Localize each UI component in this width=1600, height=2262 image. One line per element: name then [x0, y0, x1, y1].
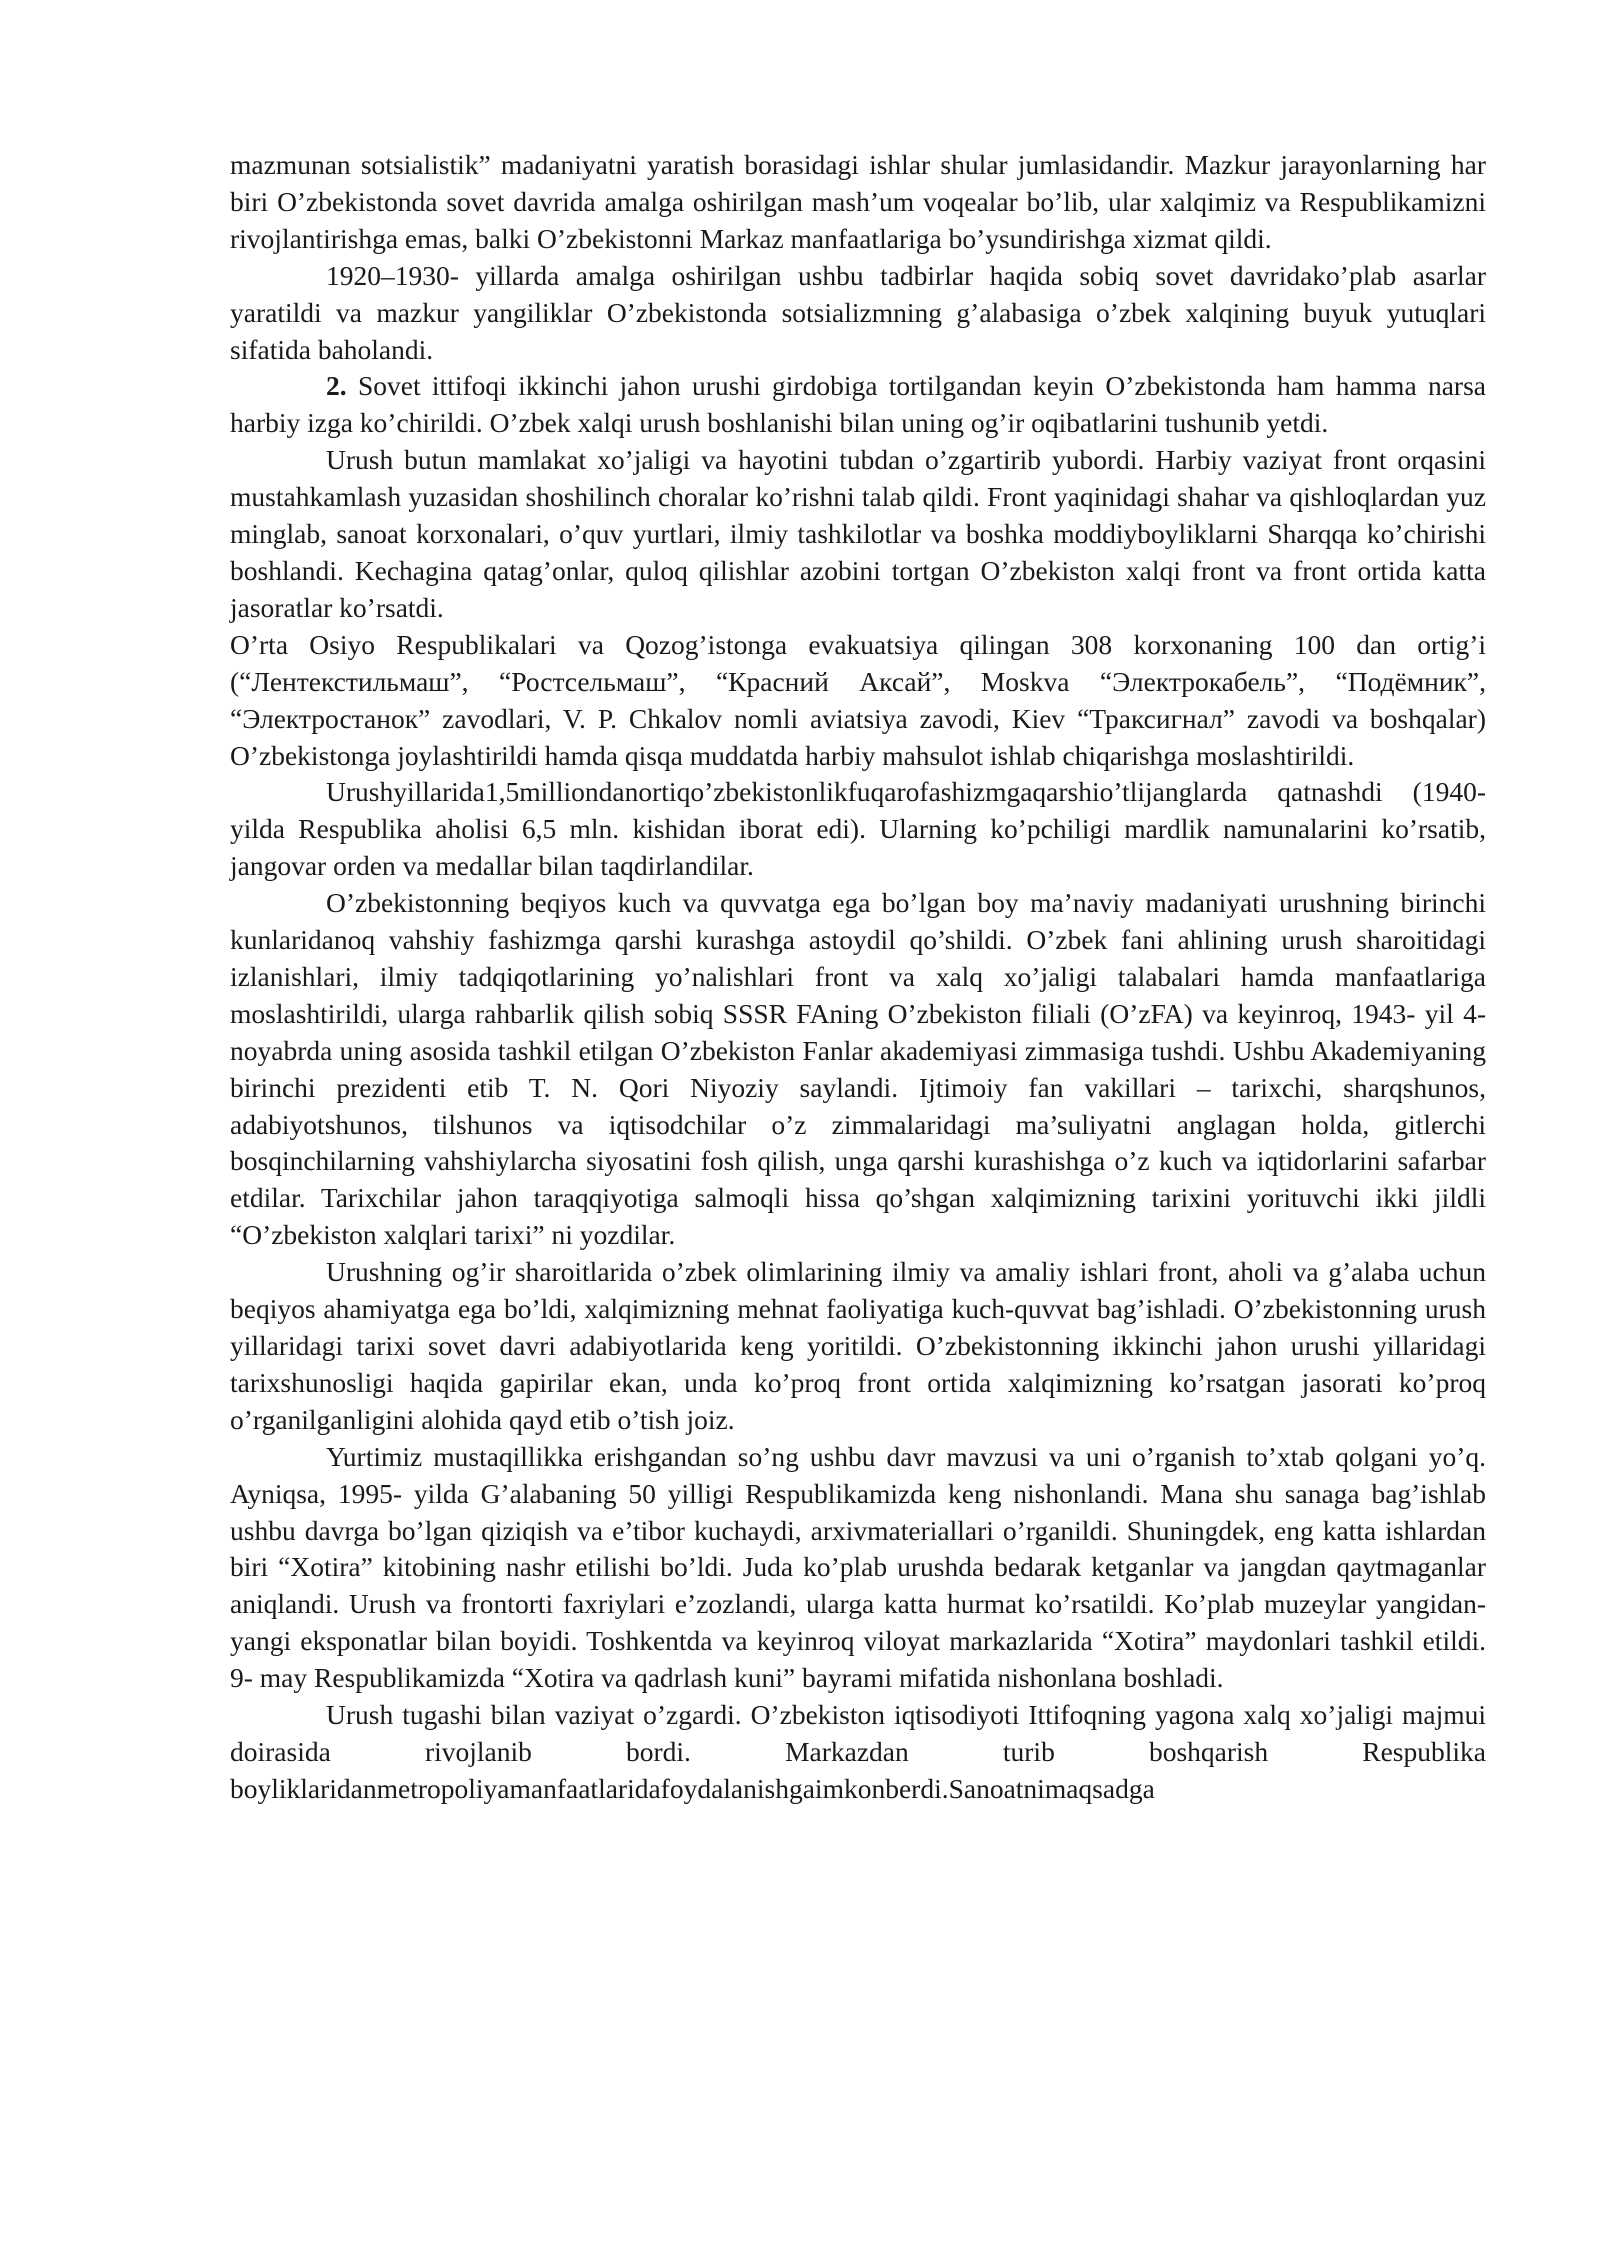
paragraph-8: Urushning og’ir sharoitlarida o’zbek olimlarining ilmiy va amaliy ishlari front, aholi va g’alaba uchun beqiyos ahamiyatga ega bo’ldi, xalqimizning mehnat faoliyatiga kuch-quvvat bag’ishladi. O’zbekistonning urush yillaridagi tarixi sovet davri adabiyotlarida keng yoritildi. O’zbekistonning ikkinchi jahon urushi yillaridagi tarixshunosligi haqida gapirilar ekan, unda ko’proq front ortida xalqimizning ko’rsatgan jasorati ko’proq o’rganilganligini alohida qayd etib o’tish joiz. [230, 1256, 1486, 1435]
paragraph-7: O’zbekistonning beqiyos kuch va quvvatga ega bo’lgan boy ma’naviy madaniyati urushning birinchi kunlaridanoq vahshiy fashizmga qarshi kurashga astoydil qo’shildi. O’zbek fani ahlining urush sharoitidagi izlanishlari, ilmiy tadqiqotlarining yo’nalishlari front va xalq xo’jaligi talabalari hamda manfaatlariga moslashtirildi, ularga rahbarlik qilish sobiq SSSR FAning O’zbekiston filiali (O’zFA) va keyinroq, 1943- yil 4- noyabrda uning asosida tashkil etilgan O’zbekiston Fanlar akademiyasi zimmasiga tushdi. Ushbu Akademiyaning birinchi prezidenti etib T. N. Qori Niyoziy saylandi. Ijtimoiy fan vakillari – tarixchi, sharqshunos, adabiyotshunos, tilshunos va iqtisodchilar o’z zimmalaridagi ma’suliyatni anglagan holda, gitlerchi bosqinchilarning vahshiylarcha siyosatini fosh qilish, unga qarshi kurashishga o’z kuch va iqtidorlarini safarbar etdilar. Tarixchilar jahon taraqqiyotiga salmoqli hissa qo’shgan xalqimizning tarixini yorituvchi ikki jildli “O’zbekiston xalqlari tarixi” ni yozdilar. [230, 887, 1486, 1251]
paragraph-6: Urushyillarida1,5milliondanortiqo’zbekistonlikfuqarofashizmgaqarshio’tlijanglarda qatnashdi (1940- yilda Respublika aholisi 6,5 mln. kishidan iborat edi). Ularning ko’pchiligi mardlik namunalarini ko’rsatib, jangovar orden va medallar bilan taqdirlandilar. [230, 776, 1486, 882]
paragraph-10: Urush tugashi bilan vaziyat o’zgardi. O’zbekiston iqtisodiyoti Ittifoqning yagona xalq xo’jaligi majmui doirasida rivojlanib bordi. Markazdan turib boshqarish Respublika boyliklaridanmetropoliyamanfaatlaridafoydalanishgaimkonberdi.Sanoatnimaqsadga [230, 1699, 1486, 1804]
paragraph-4: Urush butun mamlakat xo’jaligi va hayotini tubdan o’zgartirib yubordi. Harbiy vaziyat front orqasini mustahkamlash yuzasidan shoshilinch choralar ko’rishni talab qildi. Front yaqinidagi shahar va qishloqlardan yuz minglab, sanoat korxonalari, o’quv yurtlari, ilmiy tashkilotlar va boshka moddiyboyliklarni Sharqqa ko’chirishi boshlandi. Kechagina qatag’onlar, quloq qilishlar azobini tortgan O’zbekiston xalqi front va front ortida katta jasoratlar ko’rsatdi. [230, 444, 1486, 623]
paragraph-2: 1920–1930- yillarda amalga oshirilgan ushbu tadbirlar haqida sobiq sovet davridako’plab asarlar yaratildi va mazkur yangiliklar O’zbekistonda sotsializmning g’alabasiga o’zbek xalqining buyuk yutuqlari sifatida baholandi. [230, 259, 1486, 365]
paragraph-3-text: Sovet ittifoqi ikkinchi jahon urushi girdobiga tortilgandan keyin O’zbekistonda ham hamma narsa harbiy izga ko’chirildi. O’zbek xalqi urush boshlanishi bilan uning og’ir oqibatlarini tushunib yetdi. [230, 370, 1486, 439]
section-number: 2. [326, 370, 347, 402]
paragraph-5: O’rta Osiyo Respublikalari va Qozog’istonga evakuatsiya qilingan 308 korxonaning 100 dan ortig’i (“Лентекстильмаш”, “Ростсельмаш”, “Красний Аксай”, Moskva “Электрокабель”, “Подёмник”, “Электростанок” zavodlari, V. P. Chkalov nomli aviatsiya zavodi, Kiev “Траксигнал” zavodi va boshqalar) O’zbekistonga joylashtirildi hamda qisqa muddatda harbiy mahsulot ishlab chiqarishga moslashtirildi. [230, 628, 1486, 771]
paragraph-3 [230, 368, 1486, 442]
paragraph-1: mazmunan sotsialistik” madaniyatni yaratish borasidagi ishlar shular jumlasidandir. Mazkur jarayonlarning har biri O’zbekistonda sovet davrida amalga oshirilgan mash’um voqealar bo’lib, ular xalqimiz va Respublikamizni rivojlantirishga emas, balki O’zbekistonni Markaz manfaatlariga bo’ysundirishga xizmat qildi. [230, 149, 1486, 254]
document-page [230, 147, 1486, 1808]
paragraph-9: Yurtimiz mustaqillikka erishgandan so’ng ushbu davr mavzusi va uni o’rganish to’xtab qolgani yo’q. Ayniqsa, 1995- yilda G’alabaning 50 yilligi Respublikamizda keng nishonlandi. Mana shu sanaga bag’ishlab ushbu davrga bo’lgan qiziqish va e’tibor kuchaydi, arxivmateriallari o’rganildi. Shuningdek, eng katta ishlardan biri “Xotira” kitobining nashr etilishi bo’ldi. Juda ko’plab urushda bedarak ketganlar va jangdan qaytmaganlar aniqlandi. Urush va frontorti faxriylari e’zozlandi, ularga katta hurmat ko’rsatildi. Ko’plab muzeylar yangidan-yangi eksponatlar bilan boyidi. Toshkentda va keyinroq viloyat markazlarida “Xotira” maydonlari tashkil etildi. 9- may Respublikamizda “Xotira va qadrlash kuni” bayrami mifatida nishonlana boshladi. [230, 1440, 1486, 1694]
